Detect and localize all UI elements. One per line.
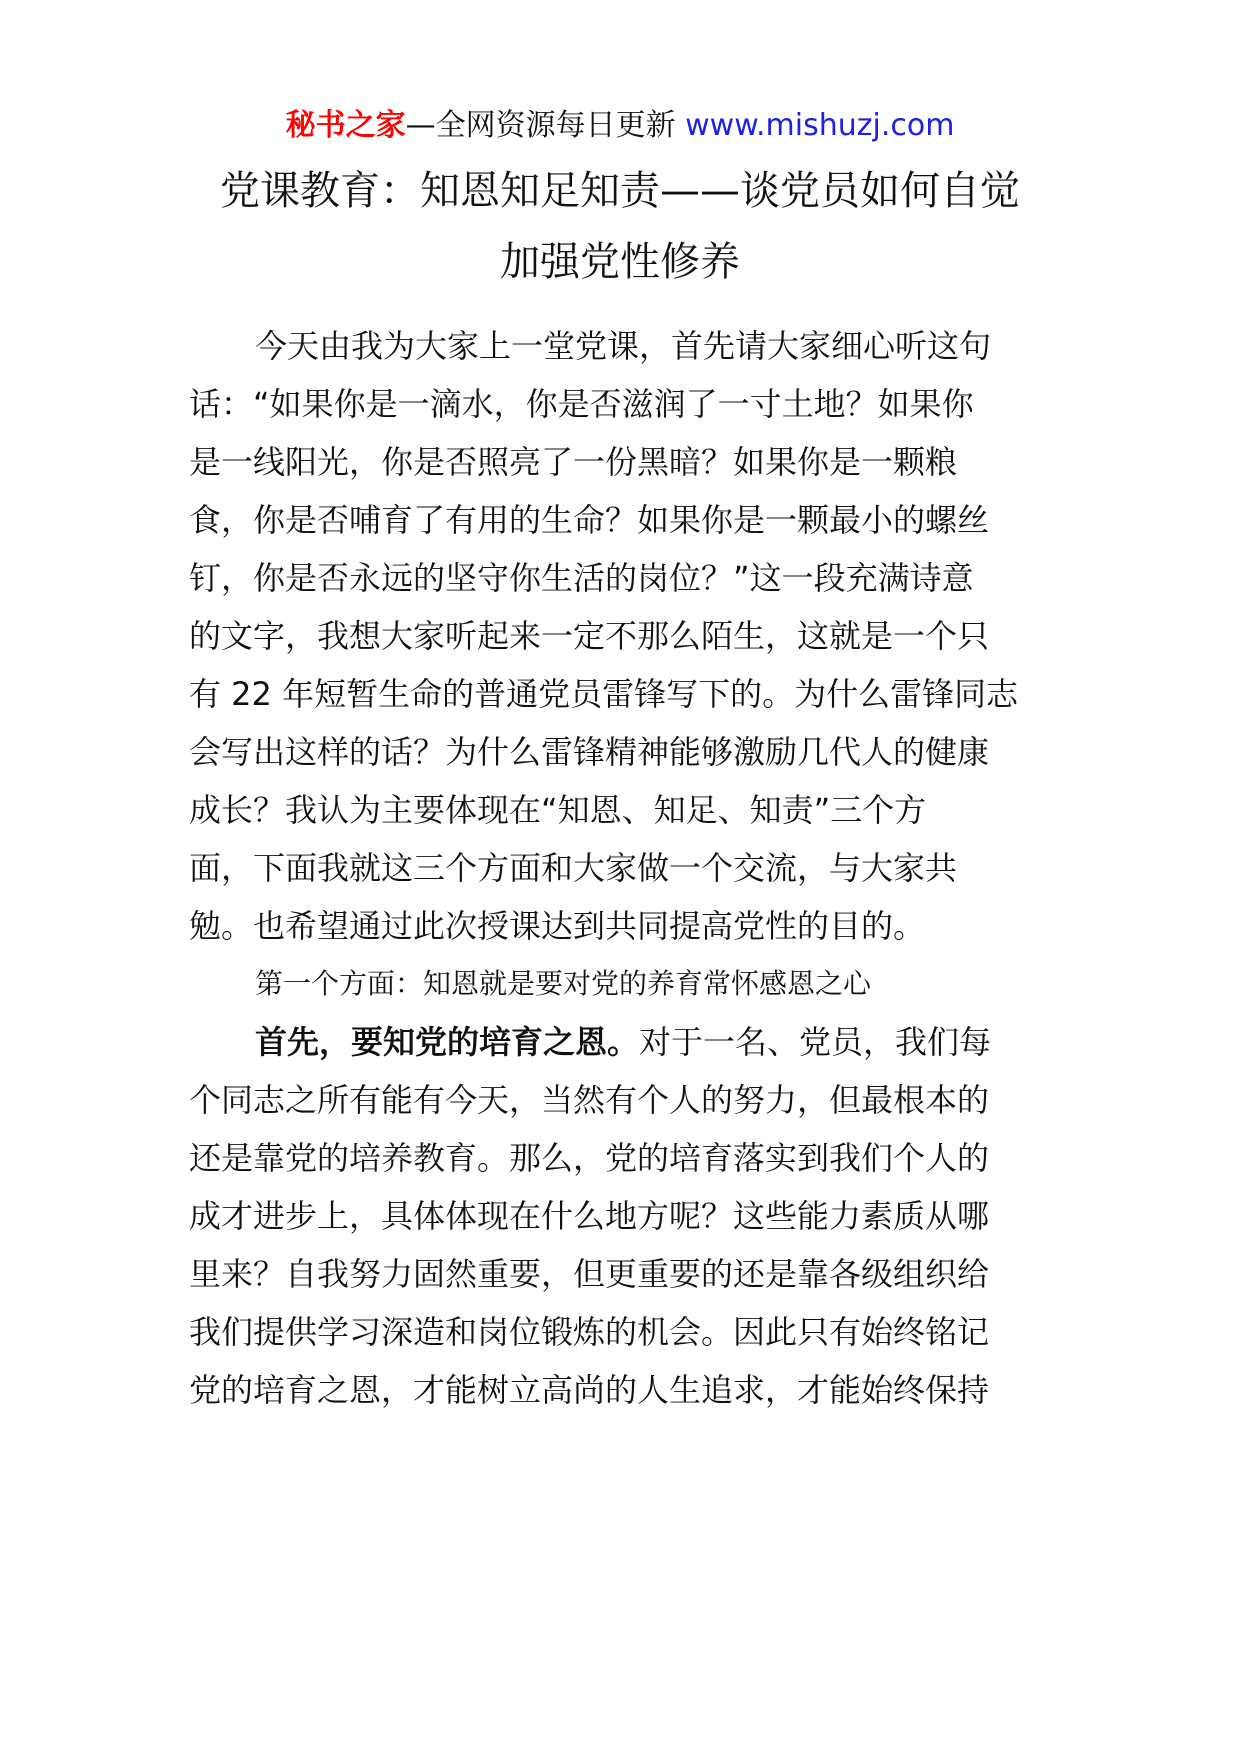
paragraph-line: 成才进步上，具体体现在什么地方呢？这些能力素质从哪	[189, 1197, 990, 1235]
document-title-line-2: 加强党性修养	[500, 239, 740, 285]
section-heading: 第一个方面：知恩就是要对党的养育常怀感恩之心	[255, 967, 872, 1000]
site-url-link[interactable]: www.mishuzj.com	[685, 108, 955, 143]
header-tagline: —全网资源每日更新	[405, 108, 676, 143]
paragraph-line: 党的培育之恩，才能树立高尚的人生追求，才能始终保持	[189, 1371, 990, 1409]
document-title-line-1: 党课教育：知恩知足知责——谈党员如何自觉	[220, 168, 1020, 214]
bold-lead: 首先，要知党的培育之恩。	[255, 1023, 640, 1061]
paragraph-line: 里来？自我努力固然重要，但更重要的还是靠各级组织给	[189, 1255, 990, 1293]
paragraph-line: 勉。也希望通过此次授课达到共同提高党性的目的。	[189, 907, 926, 945]
paragraph-line: 钉，你是否永远的坚守你生活的岗位？”这一段充满诗意	[189, 559, 974, 597]
paragraph-line: 我们提供学习深造和岗位锻炼的机会。因此只有始终铭记	[189, 1313, 990, 1351]
paragraph-line	[255, 1018, 991, 1066]
paragraph-line-rest: 对于一名、党员，我们每	[639, 1023, 992, 1061]
paragraph-line: 还是靠党的培养教育。那么，党的培育落实到我们个人的	[189, 1139, 990, 1177]
paragraph-line: 成长？我认为主要体现在“知恩、知足、知责”三个方	[189, 791, 927, 829]
paragraph-line: 是一线阳光，你是否照亮了一份黑暗？如果你是一颗粮	[189, 443, 958, 481]
paragraph-line: 的文字，我想大家听起来一定不那么陌生，这就是一个只	[189, 617, 990, 655]
paragraph-line: 食，你是否哺育了有用的生命？如果你是一颗最小的螺丝	[189, 501, 990, 539]
paragraph-line: 今天由我为大家上一堂党课，首先请大家细心听这句	[255, 327, 992, 365]
paragraph-line: 会写出这样的话？为什么雷锋精神能够激励几代人的健康	[189, 733, 990, 771]
paragraph-line: 有 22 年短暂生命的普通党员雷锋写下的。为什么雷锋同志	[189, 675, 1019, 713]
paragraph-line: 面，下面我就这三个方面和大家做一个交流，与大家共	[189, 849, 958, 887]
site-header	[0, 104, 1240, 148]
paragraph-line: 个同志之所有能有今天，当然有个人的努力，但最根本的	[189, 1081, 990, 1119]
brand-name: 秘书之家	[285, 108, 406, 143]
paragraph-line: 话：“如果你是一滴水，你是否滋润了一寸土地？如果你	[189, 385, 974, 423]
